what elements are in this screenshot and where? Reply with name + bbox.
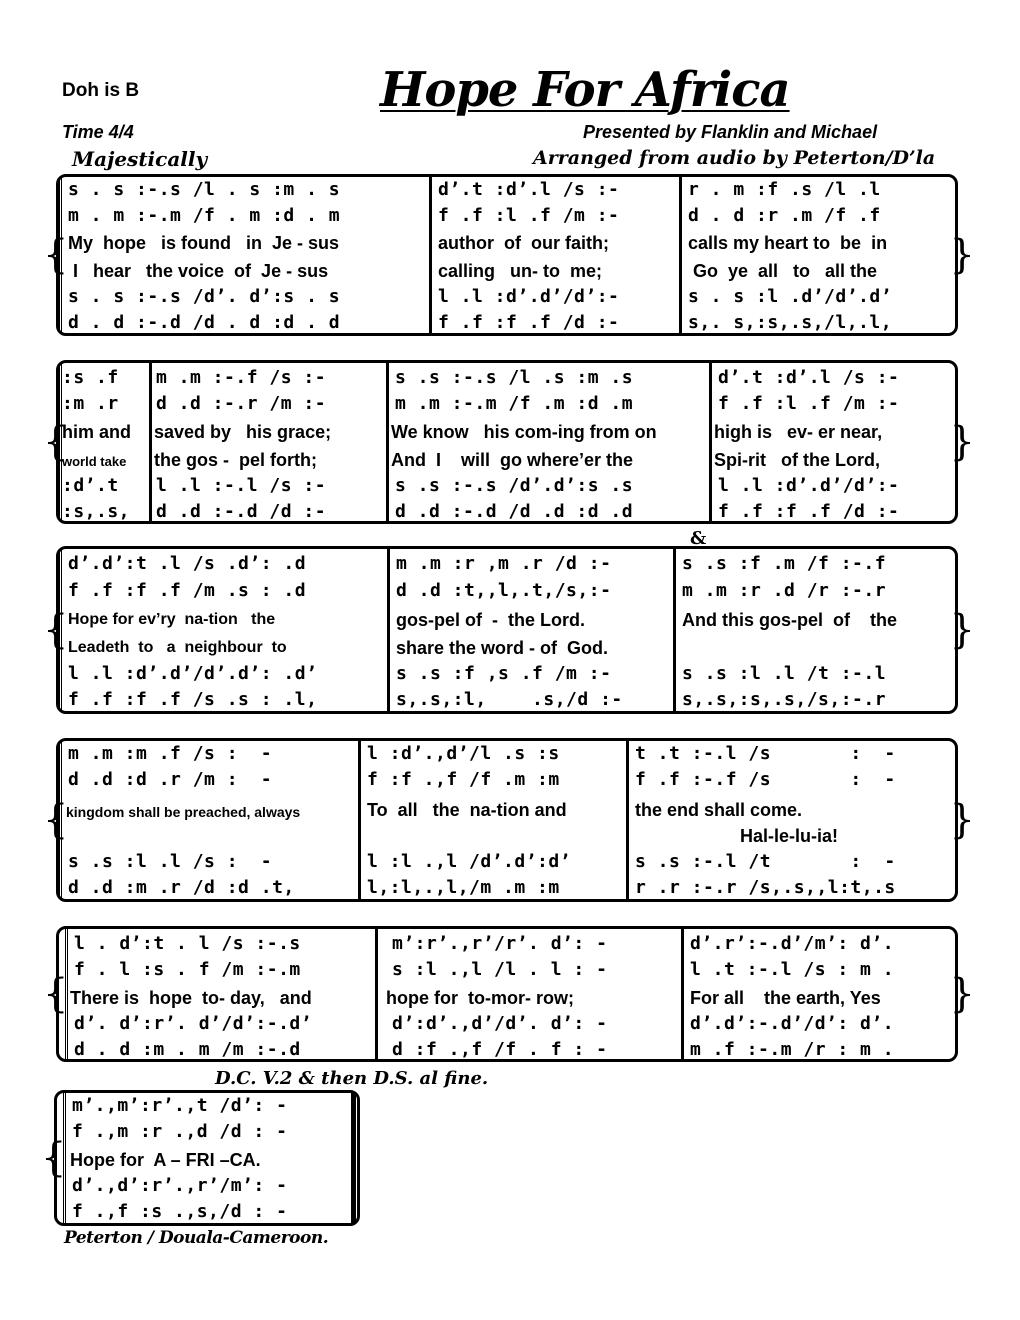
lyric-verse-1: Hope for ev’ry na-tion the — [68, 611, 276, 628]
measure — [626, 741, 958, 899]
bass-line: d .d :m .r /d :d .t, — [68, 877, 295, 898]
score-system — [43, 360, 975, 524]
lyric-verse-1: And this gos-pel of the — [682, 610, 897, 630]
song-title: Hope For Africa — [380, 62, 790, 118]
tenor-line: s . s :-.s /d’. d’:s . s — [68, 286, 341, 307]
alto-line: f :f .,f /f .m :m — [367, 769, 560, 790]
bass-line: f .f :f .f /s .s : .l, — [68, 689, 318, 710]
soprano-line: t .t :-.l /s : - — [635, 743, 896, 764]
soprano-line: d’.r’:-.d’/m’: d’. — [690, 933, 895, 954]
tenor-line: l .l :d’.d’/d’.d’: .d’ — [68, 663, 318, 684]
score-system — [43, 546, 975, 714]
bass-line: f .f :f .f /d :- — [718, 501, 900, 522]
alto-line: f .,m :r .,d /d : - — [72, 1121, 288, 1142]
measure — [681, 929, 958, 1059]
bass-line: s,.s,:s,.s,/s,:-.r — [682, 689, 887, 710]
lyric-verse-1: gos-pel of - the Lord. — [396, 610, 585, 630]
alto-line: :m .r — [62, 393, 119, 414]
segno-ampersand: & — [690, 528, 707, 549]
score-system — [43, 926, 975, 1062]
alto-line: d .d :-.r /m :- — [156, 393, 327, 414]
score-system — [43, 738, 975, 902]
measure — [59, 741, 359, 899]
lyric-verse-2: Hal-le-lu-ia! — [635, 826, 839, 846]
soprano-line: m .m :r ,m .r /d :- — [396, 553, 612, 574]
measure — [709, 363, 958, 521]
lyric-verse-2: Spi-rit of the Lord, — [714, 450, 880, 470]
soprano-line: d’.d’:t .l /s .d’: .d — [68, 553, 307, 574]
presented-by: Presented by Flanklin and Michael — [583, 122, 878, 142]
lyric-verse-1: For all the earth, Yes — [690, 988, 881, 1008]
lyric-verse-2: I hear the voice of Je - sus — [68, 261, 329, 281]
lyric-verse-1: My hope is found in Je - sus — [68, 233, 340, 253]
soprano-line: s . s :-.s /l . s :m . s — [68, 179, 341, 200]
measure — [59, 177, 429, 333]
brace-left-icon: { — [43, 797, 69, 843]
soprano-line: d’.t :d’.l /s :- — [438, 179, 620, 200]
lyric-verse-1: Hope for A – FRI –CA. — [70, 1150, 261, 1170]
brace-right-icon: } — [949, 797, 975, 843]
alto-line: f .f :l .f /m :- — [718, 393, 900, 414]
bass-line: s,.s,:l, .s,/d :- — [396, 689, 623, 710]
bass-line: d .d :-.d /d :- — [156, 501, 327, 522]
soprano-line: r . m :f .s /l .l — [688, 179, 881, 200]
tenor-line: d’:d’.,d’/d’. d’: - — [392, 1013, 608, 1034]
lyric-verse-1: There is hope to- day, and — [70, 988, 312, 1008]
alto-line: f . l :s . f /m :-.m — [74, 959, 301, 980]
key-signature: Doh is B — [62, 80, 140, 101]
alto-line: m .m :r .d /r :-.r — [682, 580, 887, 601]
alto-line: d .d :t,,l,.t,/s,:- — [396, 580, 612, 601]
brace-left-icon: { — [43, 971, 69, 1017]
lyric-verse-1: kingdom shall be preached, always — [66, 804, 301, 820]
tenor-line: l :l .,l /d’.d’:d’ — [367, 851, 572, 872]
brace-left-icon: { — [43, 419, 69, 465]
bass-line: d .d :-.d /d .d :d .d — [395, 501, 634, 522]
brace-left-icon: { — [41, 1135, 67, 1181]
measure — [386, 363, 710, 521]
bass-line: d . d :-.d /d . d :d . d — [68, 312, 341, 333]
soprano-line: d’.t :d’.l /s :- — [718, 367, 900, 388]
soprano-line: m .m :m .f /s : - — [68, 743, 273, 764]
signature: Peterton / Douala-Cameroon. — [64, 1228, 329, 1248]
measure — [358, 741, 627, 899]
soprano-line: l :d’.,d’/l .s :s — [367, 743, 560, 764]
dc-instruction: D.C. V.2 & then D.S. al fine. — [215, 1068, 489, 1089]
alto-line: f .f :-.f /s : - — [635, 769, 896, 790]
bass-line: f .f :f .f /d :- — [438, 312, 620, 333]
tenor-line: :d’.t — [62, 475, 119, 496]
lyric-verse-2: Go ye all to all the — [688, 261, 878, 281]
brace-left-icon: { — [43, 232, 69, 278]
bass-line: s,. s,:s,.s,/l,.l, — [688, 312, 893, 333]
soprano-line: s .s :-.s /l .s :m .s — [395, 367, 634, 388]
measure — [59, 549, 388, 711]
alto-line: m .m :-.m /f .m :d .m — [395, 393, 634, 414]
alto-line: d . d :r .m /f .f — [688, 205, 881, 226]
alto-line: d .d :d .r /m : - — [68, 769, 273, 790]
lyric-verse-2: the gos - pel forth; — [154, 450, 317, 470]
tenor-line: d’.,d’:r’.,r’/m’: - — [72, 1175, 288, 1196]
lyric-verse-1: high is ev- er near, — [714, 422, 883, 442]
alto-line: f .f :f .f /m .s : .d — [68, 580, 307, 601]
measure — [375, 929, 680, 1059]
lyric-verse-1: To all the na-tion and — [367, 800, 567, 820]
alto-line: m . m :-.m /f . m :d . m — [68, 205, 341, 226]
lyric-verse-2: Leadeth to a neighbour to — [68, 639, 287, 656]
brace-right-icon: } — [949, 232, 975, 278]
bass-line: :s,.s, — [62, 501, 131, 522]
measure — [679, 177, 958, 333]
measure — [387, 549, 674, 711]
soprano-line: m’:r’.,r’/r’. d’: - — [392, 933, 608, 954]
measure — [63, 1093, 350, 1223]
lyric-verse-2: calling un- to me; — [438, 261, 603, 281]
soprano-line: s .s :f .m /f :-.f — [682, 553, 887, 574]
final-barline — [351, 1093, 356, 1223]
measure — [429, 177, 679, 333]
soprano-line: :s .f — [62, 367, 119, 388]
tenor-line: s .s :l .l /s : - — [68, 851, 273, 872]
tenor-line: d’. d’:r’. d’/d’:-.d’ — [74, 1013, 313, 1034]
bass-line: m .f :-.m /r : m . — [690, 1039, 895, 1060]
bass-line: d . d :m . m /m :-.d — [74, 1039, 301, 1060]
arranged-by: Arranged from audio by Peterton/D’la — [533, 147, 936, 169]
measure — [149, 363, 387, 521]
lyric-verse-2: And I will go where’er the — [391, 450, 634, 470]
measure — [65, 929, 374, 1059]
measure — [673, 549, 958, 711]
tenor-line: s . s :l .d’/d’.d’ — [688, 286, 893, 307]
bass-line: l,:l,.,l,/m .m :m — [367, 877, 560, 898]
lyric-verse-1: hope for to-mor- row; — [386, 988, 574, 1008]
lyric-verse-1: author of our faith; — [438, 233, 609, 253]
brace-right-icon: } — [949, 607, 975, 653]
lyric-verse-1: calls my heart to be in — [688, 233, 888, 253]
bass-line: r .r :-.r /s,.s,,l:t,.s — [635, 877, 896, 898]
tenor-line: s .s :-.l /t : - — [635, 851, 896, 872]
tenor-line: l .l :d’.d’/d’:- — [438, 286, 620, 307]
brace-left-icon: { — [43, 607, 69, 653]
time-signature: Time 4/4 — [62, 122, 134, 142]
soprano-line: l . d’:t . l /s :-.s — [74, 933, 301, 954]
tenor-line: s .s :-.s /d’.d’:s .s — [395, 475, 634, 496]
tenor-line: s .s :f ,s .f /m :- — [396, 663, 612, 684]
tenor-line: l .l :-.l /s :- — [156, 475, 327, 496]
lyric-verse-2: world take — [62, 454, 127, 469]
alto-line: s :l .,l /l . l : - — [392, 959, 608, 980]
tenor-line: s .s :l .l /t :-.l — [682, 663, 887, 684]
brace-right-icon: } — [949, 419, 975, 465]
brace-right-icon: } — [949, 971, 975, 1017]
score-system — [41, 1090, 360, 1226]
bass-line: f .,f :s .,s,/d : - — [72, 1201, 288, 1222]
lyric-verse-1: saved by his grace; — [154, 422, 332, 442]
measure — [59, 363, 150, 521]
lyric-verse-1: him and — [62, 422, 132, 442]
tempo-marking: Majestically — [72, 147, 208, 171]
alto-line: l .t :-.l /s : m . — [690, 959, 895, 980]
tenor-line: l .l :d’.d’/d’:- — [718, 475, 900, 496]
lyric-verse-2: share the word - of God. — [396, 638, 609, 658]
lyric-verse-1: We know his com-ing from on — [391, 422, 657, 442]
soprano-line: m’.,m’:r’.,t /d’: - — [72, 1095, 288, 1116]
tenor-line: d’.d’:-.d’/d’: d’. — [690, 1013, 895, 1034]
bass-line: d :f .,f /f . f : - — [392, 1039, 608, 1060]
alto-line: f .f :l .f /m :- — [438, 205, 620, 226]
score-system — [43, 174, 975, 336]
lyric-verse-1: the end shall come. — [635, 800, 803, 820]
soprano-line: m .m :-.f /s :- — [156, 367, 327, 388]
